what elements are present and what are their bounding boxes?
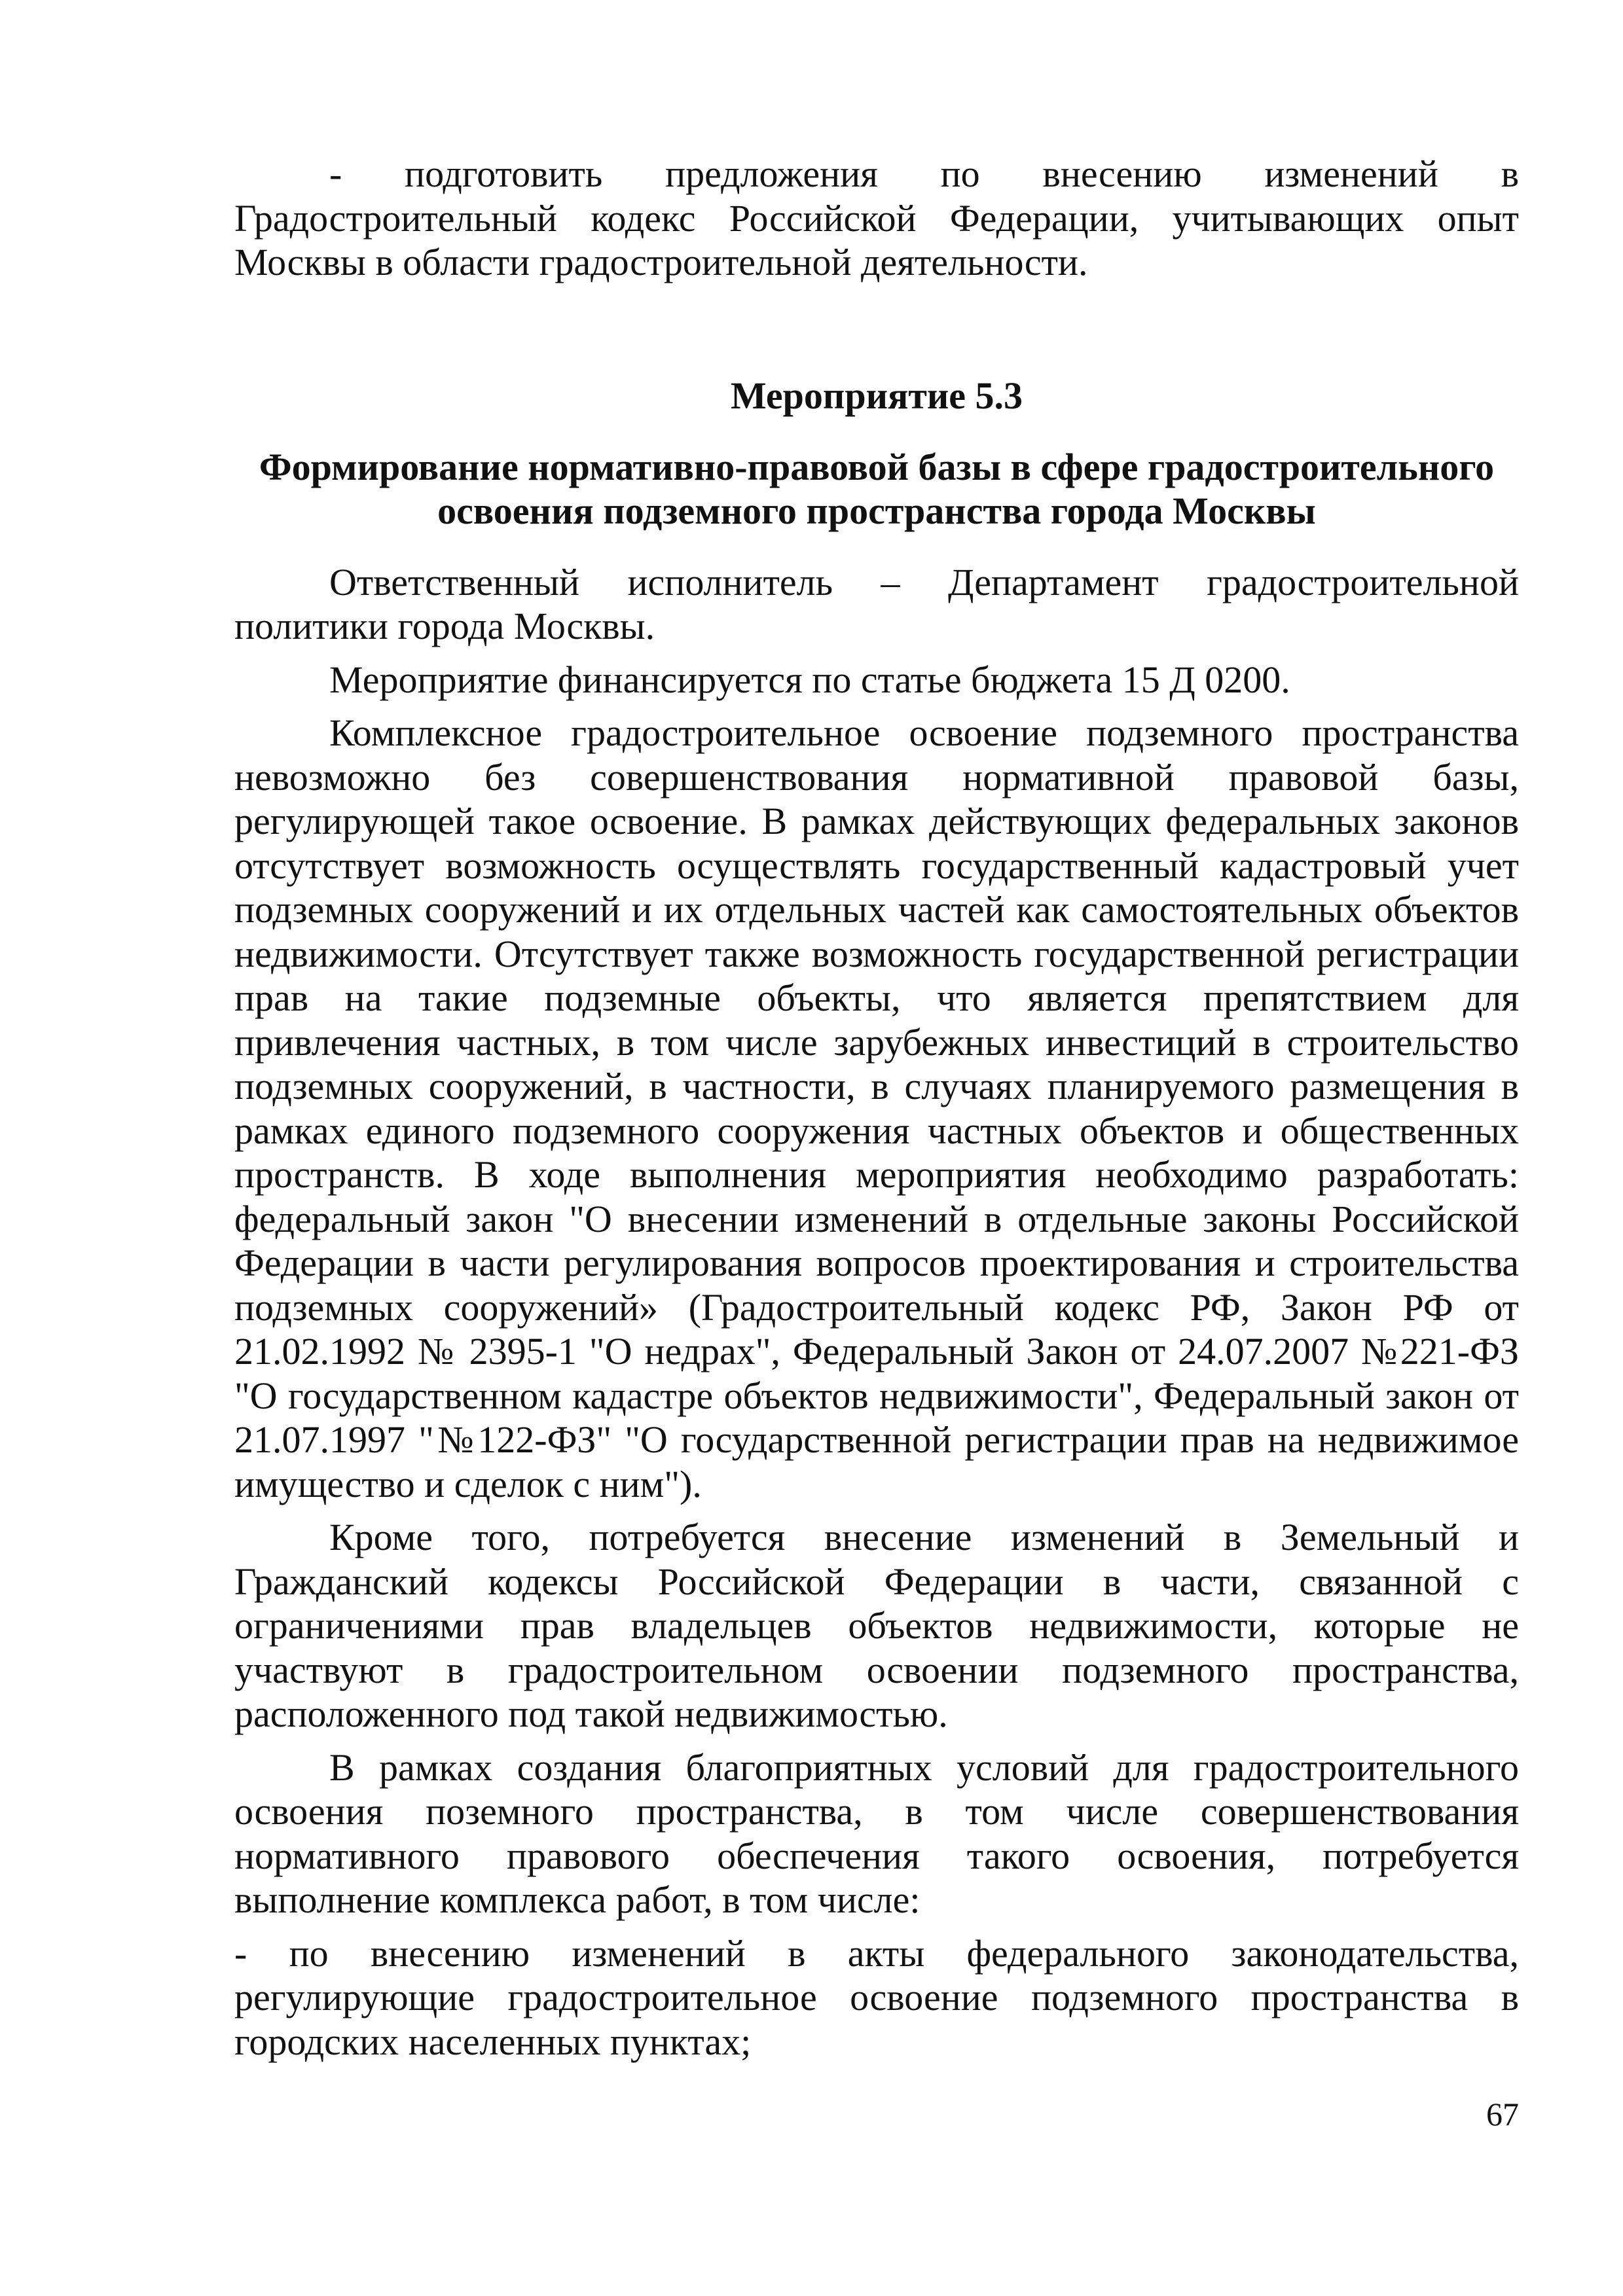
intro-paragraph: - подготовить предложения по внесению изменений в Градостроительный кодекс Российской Федерации, учитывающих опыт Москвы в области градостроительной деятельности. [234,152,1519,283]
list-item: - по внесению изменений в акты федерального законодательства, регулирующие градостроительное освоение подземного пространства в городских населенных пунктах; [234,1931,1519,2063]
body-paragraph: Комплексное градостроительное освоение подземного пространства невозможно без совершенствования нормативной правовой базы, регулирующей такое освоение. В рамках действующих федеральных законов отсутствует возможность осуществлять государственный кадастровый учет подземных сооружений и их отдельных частей как самостоятельных объектов недвижимости. Отсутствует также возможность государственной регистрации прав на такие подземные объекты, что является препятствием для привлечения частных, в том числе зарубежных инвестиций в строительство подземных сооружений, в частности, в случаях планируемого размещения в рамках единого подземного сооружения частных объектов и общественных пространств. В ходе выполнения мероприятия необходимо разработать: федеральный закон "О внесении изменений в отдельные законы Российской Федерации в части регулирования вопросов проектирования и строительства подземных сооружений» (Градостроительный кодекс РФ, Закон РФ от 21.02.1992 № 2395-1 "О недрах", Федеральный Закон от 24.07.2007 №221-ФЗ "О государственном кадастре объектов недвижимости", Федеральный закон от 21.07.1997 "№122-ФЗ" "О государственной регистрации прав на недвижимое имущество и сделок с ним"). [234,711,1519,1505]
body-paragraph: В рамках создания благоприятных условий для градостроительного освоения поземного пространства, в том числе совершенствования нормативного правового обеспечения такого освоения, потребуется выполнение комплекса работ, в том числе: [234,1746,1519,1921]
section-heading: Мероприятие 5.3 [730,374,1023,417]
section-subheading: Формирование нормативно-правовой базы в сфере градостроительного освоения подземного пространства города Москвы [259,445,1495,532]
responsible-executor-paragraph: Ответственный исполнитель – Департамент градостроительной политики города Москвы. [234,560,1519,647]
page-content [234,152,1519,2073]
financing-paragraph: Мероприятие финансируется по статье бюджета 15 Д 0200. [329,658,1290,701]
body-paragraph: Кроме того, потребуется внесение изменений в Земельный и Гражданский кодексы Российской Федерации в части, связанной с ограничениями прав владельцев объектов недвижимости, которые не участвуют в градостроительном освоении подземного пространства, расположенного под такой недвижимостью. [234,1516,1519,1735]
page-number: 67 [1486,2096,1519,2132]
